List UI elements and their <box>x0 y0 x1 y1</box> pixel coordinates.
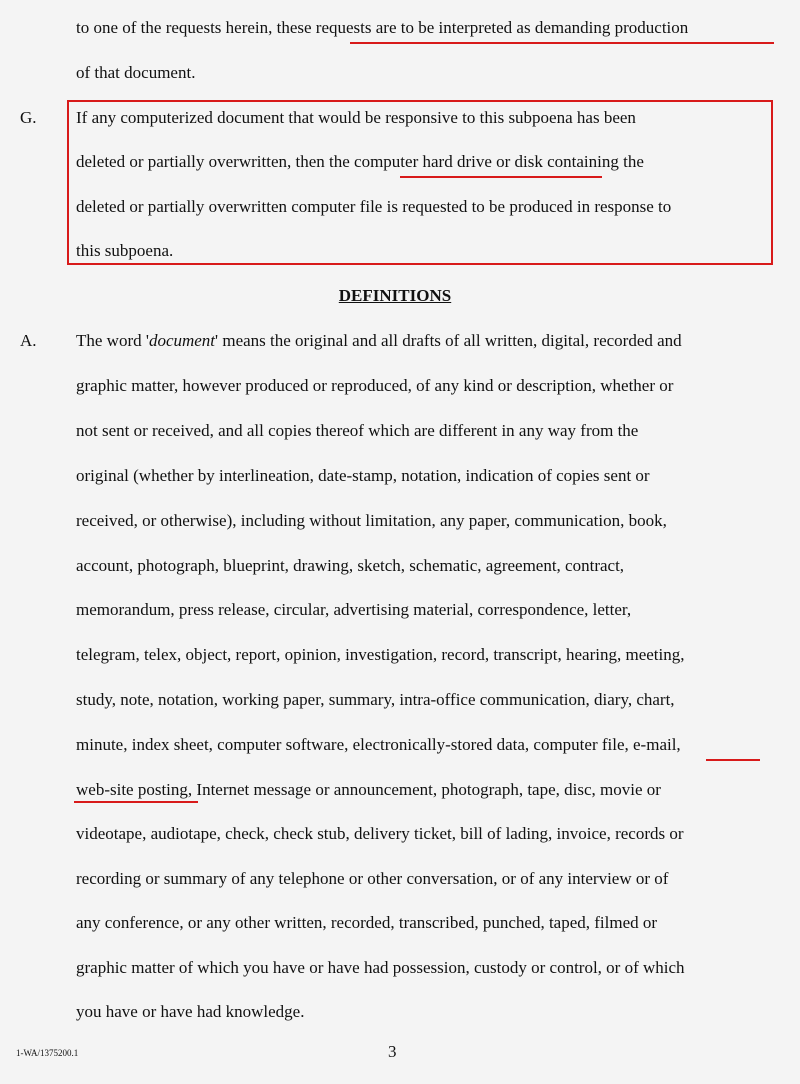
para-g-line-4: this subpoena. <box>76 241 174 260</box>
para-a-line: any conference, or any other written, recorded, transcribed, punched, taped, filmed or <box>76 913 658 932</box>
para-a-line: memorandum, press release, circular, advertising material, correspondence, letter, <box>76 600 632 619</box>
para-a-line: original (whether by interlineation, date-stamp, notation, indication of copies sent or <box>76 466 650 485</box>
document-term: document <box>148 331 216 350</box>
para-a-line: graphic matter of which you have or have had possession, custody or control, or of which <box>76 958 685 977</box>
definitions-heading: DEFINITIONS <box>338 286 452 305</box>
para-a-line: videotape, audiotape, check, check stub, delivery ticket, bill of lading, invoice, records or <box>76 824 684 843</box>
para-g-line-3: deleted or partially overwritten computer file is requested to be produced in response to <box>76 197 672 216</box>
continuation-line-2: of that document. <box>76 63 196 82</box>
para-a-label: A. <box>20 331 37 350</box>
para-a-line: telegram, telex, object, report, opinion, investigation, record, transcript, hearing, meeting, <box>76 645 685 664</box>
para-a-line: web-site posting, Internet message or announcement, photograph, tape, disc, movie or <box>76 780 661 799</box>
red-underline-annotation <box>74 801 198 803</box>
page-number: 3 <box>388 1042 397 1061</box>
para-a-line: recording or summary of any telephone or other conversation, or of any interview or of <box>76 869 669 888</box>
para-g-label: G. <box>20 108 37 127</box>
para-g-line-2: deleted or partially overwritten, then the computer hard drive or disk containing the <box>76 152 644 171</box>
continuation-line-1: to one of the requests herein, these requests are to be interpreted as demanding production <box>76 18 689 37</box>
para-g-line-1: If any computerized document that would be responsive to this subpoena has been <box>76 108 636 127</box>
para-a-line: minute, index sheet, computer software, electronically-stored data, computer file, e-mail, <box>76 735 681 754</box>
para-a-line: not sent or received, and all copies thereof which are different in any way from the <box>76 421 639 440</box>
red-underline-annotation <box>706 759 760 761</box>
document-id: 1-WA/1375200.1 <box>16 1048 79 1058</box>
red-underline-annotation <box>400 176 602 178</box>
para-a-line: you have or have had knowledge. <box>76 1002 305 1021</box>
para-a-line: graphic matter, however produced or reproduced, of any kind or description, whether or <box>76 376 674 395</box>
para-a-line: account, photograph, blueprint, drawing, sketch, schematic, agreement, contract, <box>76 556 625 575</box>
para-a-line: received, or otherwise), including without limitation, any paper, communication, book, <box>76 511 667 530</box>
para-a-line-1: The word 'document' means the original and all drafts of all written, digital, recorded and <box>76 331 682 350</box>
red-underline-annotation <box>350 42 774 44</box>
para-a-line: study, note, notation, working paper, summary, intra-office communication, diary, chart, <box>76 690 675 709</box>
